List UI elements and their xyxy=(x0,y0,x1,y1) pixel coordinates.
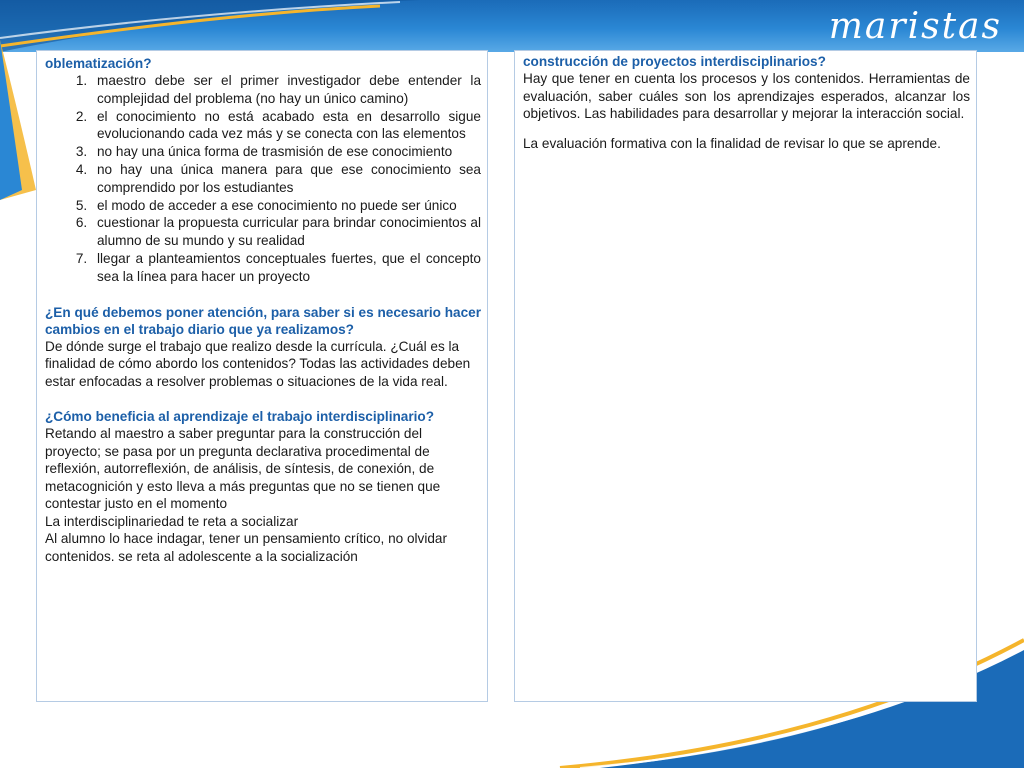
right-panel xyxy=(514,50,977,702)
list-item: 3. no hay una única forma de trasmisión de ese conocimiento xyxy=(91,143,481,161)
answer-benefit-line2: La interdisciplinariedad te reta a socializar xyxy=(45,513,299,529)
list-item: 2. el conocimiento no está acabado esta en desarrollo sigue evolucionando cada vez más y se conecta con las elementos xyxy=(91,108,481,144)
left-panel xyxy=(36,50,488,702)
list-item: 4. no hay una única manera para que ese conocimiento sea comprendido por los estudiantes xyxy=(91,161,481,197)
answer-attention-text: De dónde surge el trabajo que realizo desde la currícula. ¿Cuál es la finalidad de cómo abordo los contenidos? Todas las actividades deben estar enfocadas a resolver problemas o situaciones de la vida real. xyxy=(45,338,471,389)
problematization-list xyxy=(45,72,481,286)
list-item: 7. llegar a planteamientos conceptuales fuertes, que el concepto sea la línea para hacer un proyecto xyxy=(91,250,481,286)
problematization-heading: oblematización? xyxy=(45,56,152,71)
question-benefit-heading: ¿Cómo beneficia al aprendizaje el trabajo interdisciplinario? xyxy=(45,409,435,425)
list-item: 6. cuestionar la propuesta curricular para brindar conocimientos al alumno de su mundo y su realidad xyxy=(91,214,481,250)
projects-heading: construcción de proyectos interdisciplinarios? xyxy=(523,54,826,69)
projects-paragraph-2: La evaluación formativa con la finalidad de revisar lo que se aprende. xyxy=(523,135,941,151)
left-edge-swoosh xyxy=(0,40,40,200)
maristas-logo: maristas xyxy=(828,6,1002,47)
answer-benefit-text: Retando al maestro a saber preguntar para la construcción del proyecto; se pasa por un pregunta declarativa procedimental de reflexión, autorreflexión, de análisis, de síntesis, de conexión, de metacognición y esto lleva a más preguntas que no se tienen que contestar justo en el momento xyxy=(45,426,441,512)
projects-paragraph-1: Hay que tener en cuenta los procesos y los contenidos. Herramientas de evaluación, saber cuáles son los aprendizajes esperados, alcanzar los objetivos. Las habilidades para desarrollar y mejorar la interacción social. xyxy=(523,71,970,121)
question-attention-heading: ¿En qué debemos poner atención, para saber si es necesario hacer cambios en el trabajo diario que ya realizamos? xyxy=(45,304,481,337)
list-item: 5. el modo de acceder a ese conocimiento no puede ser único xyxy=(91,197,481,215)
list-item: 1. maestro debe ser el primer investigador debe entender la complejidad del problema (no hay un único camino) xyxy=(91,72,481,108)
answer-benefit-line3: Al alumno lo hace indagar, tener un pensamiento crítico, no olvidar contenidos. se reta al adolescente a la socialización xyxy=(45,531,448,564)
header-band xyxy=(0,0,1024,52)
